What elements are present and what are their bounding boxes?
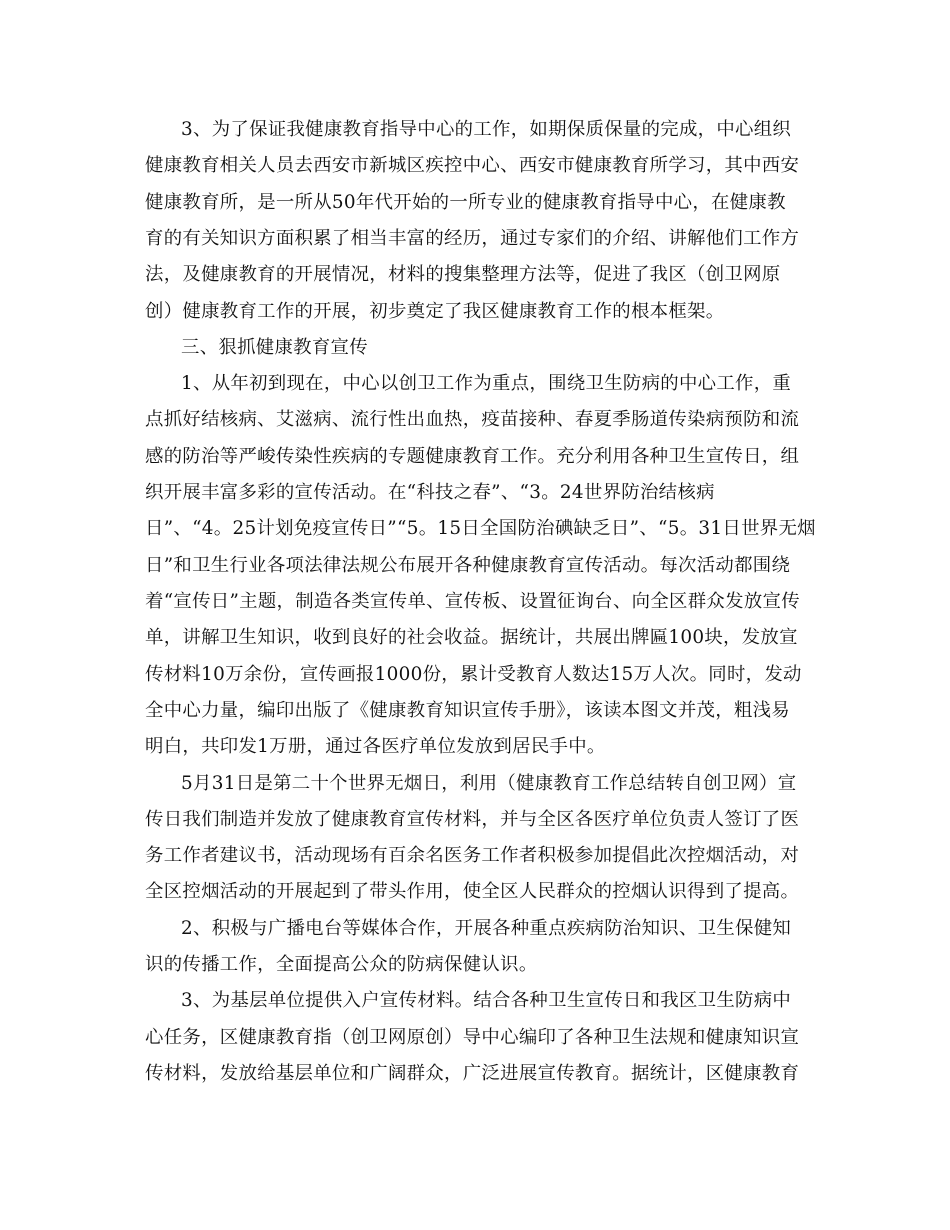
text-line: 2、积极与广播电台等媒体合作，开展各种重点疾病防治知识、卫生保健知 xyxy=(181,918,792,939)
text-line: 着“宣传日”主题，制造各类宣传单、宣传板、设置征询台、向全区群众发放宣传 xyxy=(145,591,800,612)
text-line: 传材料，发放给基层单位和广阔群众，广泛进展宣传教育。据统计，区健康教育 xyxy=(145,1063,800,1084)
text-line: 3、为基层单位提供入户宣传材料。结合各种卫生宣传日和我区卫生防病中 xyxy=(181,990,792,1011)
text-line: 日”、“4。25计划免疫宣传日”“5。15日全国防治碘缺乏日”、“5。31日世界无烟 xyxy=(145,518,816,539)
text-line: 育的有关知识方面积累了相当丰富的经历，通过专家们的介绍、讲解他们工作方 xyxy=(145,228,800,249)
text-line: 感的防治等严峻传染性疾病的专题健康教育工作。充分利用各种卫生宣传日，组 xyxy=(145,446,800,467)
text-line: 点抓好结核病、艾滋病、流行性出血热，疫苗接种、春夏季肠道传染病预防和流 xyxy=(145,409,800,430)
text-line: 传材料10万余份，宣传画报1000份，累计受教育人数达15万人次。同时，发动 xyxy=(145,664,802,685)
text-line: 法，及健康教育的开展情况，材料的搜集整理方法等，促进了我区（创卫网原 xyxy=(145,264,781,285)
text-line: 1、从年初到现在，中心以创卫工作为重点，围绕卫生防病的中心工作，重 xyxy=(181,373,792,394)
text-line: 5月31日是第二十个世界无烟日，利用（健康教育工作总结转自创卫网）宣 xyxy=(181,773,797,794)
text-line: 健康教育相关人员去西安市新城区疾控中心、西安市健康教育所学习，其中西安 xyxy=(145,155,800,176)
text-line: 日”和卫生行业各项法律法规公布展开各种健康教育宣传活动。每次活动都围绕 xyxy=(145,555,791,576)
text-line: 创）健康教育工作的开展，初步奠定了我区健康教育工作的根本框架。 xyxy=(145,301,725,322)
text-line: 务工作者建议书，活动现场有百余名医务工作者积极参加提倡此次控烟活动，对 xyxy=(145,845,800,866)
text-line: 健康教育所，是一所从50年代开始的一所专业的健康教育指导中心，在健康教 xyxy=(145,192,786,213)
text-line: 单，讲解卫生知识，收到良好的社会收益。据统计，共展出牌匾100块，发放宣 xyxy=(145,627,798,648)
section-heading: 三、狠抓健康教育宣传 xyxy=(181,337,368,358)
text-line: 3、为了保证我健康教育指导中心的工作，如期保质保量的完成，中心组织 xyxy=(181,119,792,140)
text-line: 传日我们制造并发放了健康教育宣传材料，并与全区各医疗单位负责人签订了医 xyxy=(145,809,800,830)
text-line: 明白，共印发1万册，通过各医疗单位发放到居民手中。 xyxy=(145,736,606,757)
text-line: 识的传播工作，全面提高公众的防病保健认识。 xyxy=(145,954,538,975)
text-line: 织开展丰富多彩的宣传活动。在“科技之春”、“3。24世界防治结核病 xyxy=(145,482,715,503)
text-line: 全区控烟活动的开展起到了带头作用，使全区人民群众的控烟认识得到了提高。 xyxy=(145,881,800,902)
text-line: 心任务，区健康教育指（创卫网原创）导中心编印了各种卫生法规和健康知识宣 xyxy=(145,1027,800,1048)
text-line: 全中心力量，编印出版了《健康教育知识宣传手册》，该读本图文并茂，粗浅易 xyxy=(145,700,790,721)
